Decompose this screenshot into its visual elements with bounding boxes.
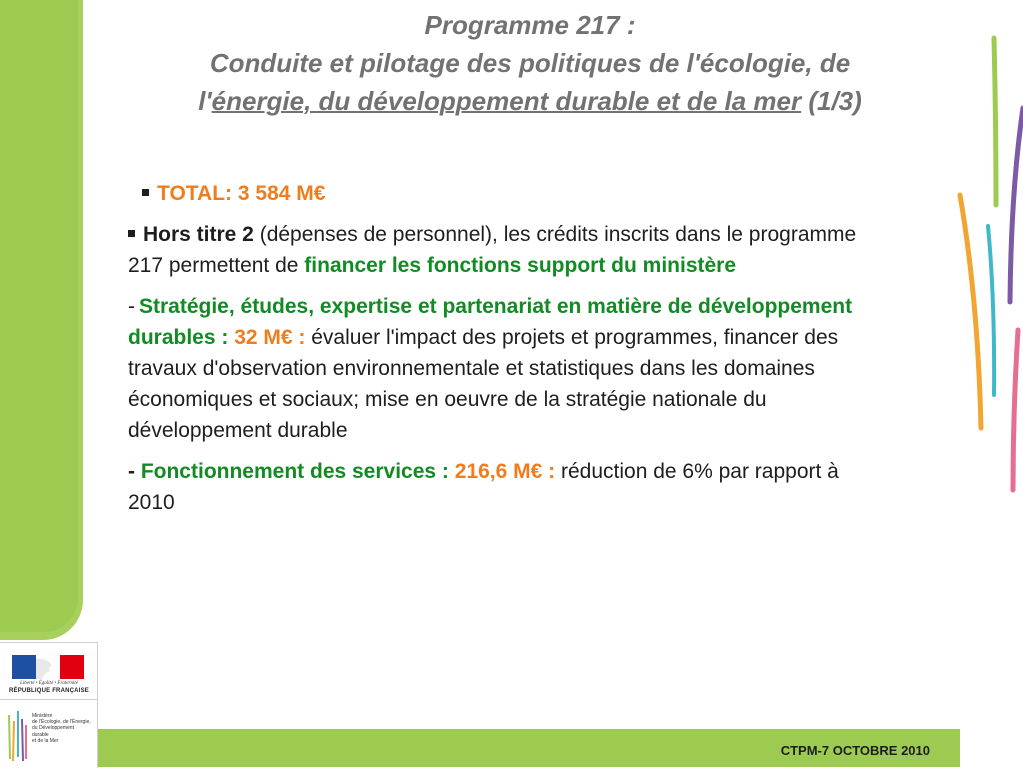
fonctionnement-label: Fonctionnement des services : bbox=[140, 460, 455, 483]
title-line-3-underlined: énergie, du développement durable et de la mer bbox=[211, 86, 802, 116]
title-line-3 bbox=[110, 82, 950, 120]
square-bullet-icon bbox=[128, 230, 135, 237]
ministry-name: Ministère de l'Écologie, de l'Énergie, du Développement durable et de la Mer bbox=[32, 713, 91, 744]
stripe-pink bbox=[1013, 330, 1018, 490]
title-line-3-prefix: l' bbox=[198, 86, 212, 116]
square-bullet-icon bbox=[142, 189, 149, 196]
total-value: TOTAL: 3 584 M€ bbox=[157, 182, 326, 205]
hors-titre-label: Hors titre 2 bbox=[143, 223, 254, 246]
left-green-band bbox=[0, 0, 83, 640]
footer-bar bbox=[98, 729, 960, 767]
logo-divider bbox=[0, 699, 97, 700]
footer-text: CTPM-7 OCTOBRE 2010 bbox=[780, 743, 930, 758]
slide-title bbox=[110, 6, 950, 120]
ministry-logo bbox=[0, 642, 98, 768]
strategie-dash: - bbox=[128, 295, 135, 318]
strategie-paragraph bbox=[128, 291, 868, 446]
title-line-3-suffix: (1/3) bbox=[801, 86, 862, 116]
total-line bbox=[128, 178, 868, 209]
stripe-purple bbox=[1010, 108, 1023, 302]
fonctionnement-amount: 216,6 M€ : bbox=[454, 460, 561, 483]
strategie-label: Stratégie, études, expertise et partenariat en matière de développement durables : bbox=[128, 295, 853, 349]
hors-titre-text: (dépenses de personnel), les crédits inscrits dans le programme 217 permettent de bbox=[128, 223, 857, 277]
title-line-1: Programme 217 : bbox=[424, 10, 636, 40]
slide-body bbox=[128, 178, 868, 528]
ministry-stripes-icon bbox=[6, 707, 30, 763]
strategie-text: évaluer l'impact des projets et programmes, financer des travaux d'observation environnementale et statistiques dans les domaines économiques et sociaux; mise en oeuvre de la stratégie nationale du développement durable bbox=[128, 326, 839, 442]
left-green-band-inner bbox=[0, 0, 78, 632]
fonctionnement-text: réduction de 6% par rapport à 2010 bbox=[128, 460, 839, 514]
republic-name: RÉPUBLIQUE FRANÇAISE bbox=[8, 688, 89, 694]
fonctionnement-paragraph bbox=[128, 456, 868, 518]
strategie-amount: 32 M€ : bbox=[234, 326, 312, 349]
fonctionnement-dash: - bbox=[128, 460, 141, 483]
stripe-green bbox=[994, 38, 996, 205]
decorative-stripes bbox=[923, 0, 1023, 520]
hors-titre-paragraph bbox=[128, 219, 868, 281]
marianne-flag-icon bbox=[12, 653, 84, 681]
title-line-2: Conduite et pilotage des politiques de l'écologie, de bbox=[209, 48, 851, 78]
republic-motto: Liberté • Égalité • Fraternité bbox=[20, 681, 78, 686]
stripe-orange bbox=[960, 195, 981, 428]
stripe-teal bbox=[988, 226, 994, 395]
hors-titre-highlight: financer les fonctions support du ministère bbox=[304, 254, 737, 277]
